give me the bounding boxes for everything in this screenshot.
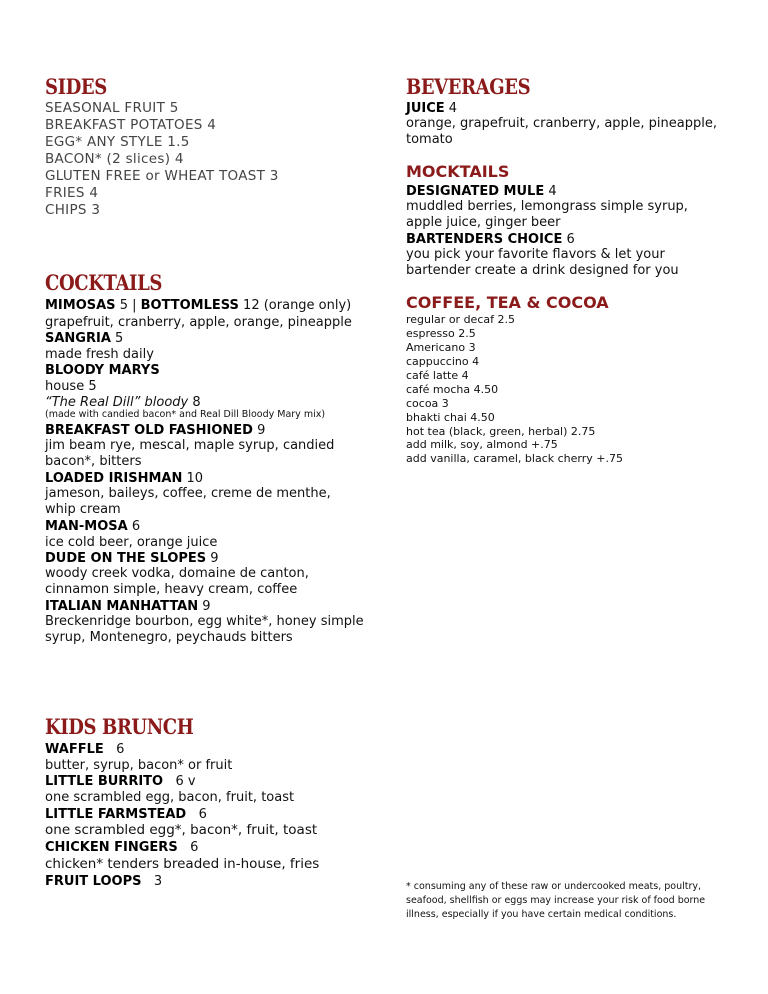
manmosa-name: MAN-MOSA	[45, 519, 128, 534]
kids-item-desc: chicken* tenders breaded in-house, fries	[45, 856, 320, 872]
coffee-item: cappuccino 4	[406, 355, 480, 368]
bloody-name-text: BLOODY MARYS	[45, 363, 160, 378]
kids-item-name: FRUIT LOOPS	[45, 874, 142, 889]
mimosas-line	[45, 297, 351, 314]
coffee-heading: COFFEE, TEA & COCOA	[406, 293, 609, 312]
bartender-desc: you pick your favorite flavors & let your bartender create a drink designed for you	[406, 247, 679, 278]
dude-line	[45, 550, 219, 567]
coffee-item: café latte 4	[406, 369, 469, 382]
manmosa-desc: ice cold beer, orange juice	[45, 535, 218, 550]
kids-item-name: CHICKEN FINGERS	[45, 840, 178, 855]
coffee-item: café mocha 4.50	[406, 383, 499, 396]
dude-name: DUDE ON THE SLOPES	[45, 551, 207, 566]
old-fashioned-line	[45, 422, 265, 439]
coffee-item: hot tea (black, green, herbal) 2.75	[406, 425, 596, 438]
coffee-item: regular or decaf 2.5	[406, 313, 515, 326]
coffee-item: cocoa 3	[406, 397, 449, 410]
kids-item	[45, 741, 124, 758]
sangria-name: SANGRIA	[45, 331, 111, 346]
real-dill-price: 8	[188, 395, 201, 410]
coffee-item: bhakti chai 4.50	[406, 411, 495, 424]
bartender-price: 6	[562, 232, 575, 247]
irishman-desc: jameson, baileys, coffee, creme de menthe, whip cream	[45, 486, 331, 517]
side-item: EGG* ANY STYLE 1.5	[45, 134, 190, 150]
kids-item-desc: one scrambled egg, bacon, fruit, toast	[45, 790, 295, 805]
sangria-desc: made fresh daily	[45, 347, 154, 362]
mule-name: DESIGNATED MULE	[406, 184, 545, 199]
mocktails-heading: MOCKTAILS	[406, 162, 510, 181]
kids-item-price: 3	[141, 874, 163, 889]
manhattan-name: ITALIAN MANHATTAN	[45, 599, 199, 614]
manhattan-desc: Breckenridge bourbon, egg white*, honey simple syrup, Montenegro, peychauds bitters	[45, 614, 364, 645]
kids-item-name: LITTLE BURRITO	[45, 774, 164, 789]
real-dill-note: (made with candied bacon* and Real Dill Bloody Mary mix)	[45, 409, 326, 420]
juice-desc: orange, grapefruit, cranberry, apple, pineapple, tomato	[406, 116, 717, 147]
coffee-item: Americano 3	[406, 341, 476, 354]
side-item: CHIPS 3	[45, 202, 101, 218]
irishman-line	[45, 470, 203, 487]
kids-item	[45, 806, 207, 823]
side-item: BACON* (2 slices) 4	[45, 151, 184, 167]
coffee-item: add vanilla, caramel, black cherry +.75	[406, 452, 623, 465]
bartender-name: BARTENDERS CHOICE	[406, 232, 563, 247]
mimosas-desc: grapefruit, cranberry, apple, orange, pineapple	[45, 315, 352, 330]
manmosa-line	[45, 518, 140, 535]
coffee-item: espresso 2.5	[406, 327, 476, 340]
dude-price: 9	[206, 551, 219, 566]
kids-item	[45, 773, 196, 790]
manmosa-price: 6	[127, 519, 141, 534]
old-fashioned-price: 9	[252, 423, 266, 438]
side-item: GLUTEN FREE or WHEAT TOAST 3	[45, 168, 279, 184]
old-fashioned-name: BREAKFAST OLD FASHIONED	[45, 423, 253, 438]
mimosas-name: MIMOSAS	[45, 298, 116, 313]
bloody-name	[45, 362, 160, 379]
mule-price: 4	[544, 184, 557, 199]
manhattan-price: 9	[198, 599, 211, 614]
old-fashioned-desc: jim beam rye, mescal, maple syrup, candied bacon*, bitters	[45, 438, 335, 469]
kids-item-name: WAFFLE	[45, 742, 104, 757]
kids-item-desc: one scrambled egg*, bacon*, fruit, toast	[45, 822, 318, 838]
beverages-heading: BEVERAGES	[406, 74, 531, 99]
kids-item-price: 6	[103, 742, 125, 757]
sangria-price: 5	[110, 331, 124, 346]
juice-line	[406, 100, 457, 117]
food-safety-footnote: * consuming any of these raw or undercooked meats, poultry, seafood, shellfish or eggs may increase your risk of food borne illness, especially if you have certain medical conditions.	[406, 881, 706, 920]
kids-heading: KIDS BRUNCH	[45, 714, 194, 739]
kids-item-price: 6	[177, 840, 199, 855]
coffee-item: add milk, soy, almond +.75	[406, 438, 558, 451]
irishman-price: 10	[182, 471, 204, 486]
juice-price: 4	[444, 101, 458, 116]
sides-heading: SIDES	[45, 74, 107, 99]
bottomless-name: BOTTOMLESS	[140, 298, 239, 313]
manhattan-line	[45, 598, 211, 615]
kids-item-price: 6 v	[163, 774, 196, 789]
kids-item	[45, 873, 162, 890]
kids-item-desc: butter, syrup, bacon* or fruit	[45, 758, 233, 773]
dude-desc: woody creek vodka, domaine de canton, cinnamon simple, heavy cream, coffee	[45, 566, 309, 597]
side-item: FRIES 4	[45, 185, 99, 201]
mimosas-price: 5 |	[115, 298, 141, 313]
side-item: BREAKFAST POTATOES 4	[45, 117, 217, 133]
side-item: SEASONAL FRUIT 5	[45, 100, 179, 116]
juice-name: JUICE	[406, 101, 445, 116]
sangria-line	[45, 330, 123, 347]
mule-line	[406, 183, 557, 200]
bottomless-price: 12 (orange only)	[238, 298, 352, 313]
kids-item-price: 6	[186, 807, 207, 822]
kids-item-name: LITTLE FARMSTEAD	[45, 807, 187, 822]
kids-item	[45, 839, 198, 856]
mule-desc: muddled berries, lemongrass simple syrup, apple juice, ginger beer	[406, 199, 688, 230]
bartender-line	[406, 231, 575, 248]
bloody-house: house 5	[45, 379, 97, 394]
irishman-name: LOADED IRISHMAN	[45, 471, 183, 486]
real-dill-name: “The Real Dill” bloody	[45, 395, 189, 410]
cocktails-heading: COCKTAILS	[45, 270, 162, 295]
